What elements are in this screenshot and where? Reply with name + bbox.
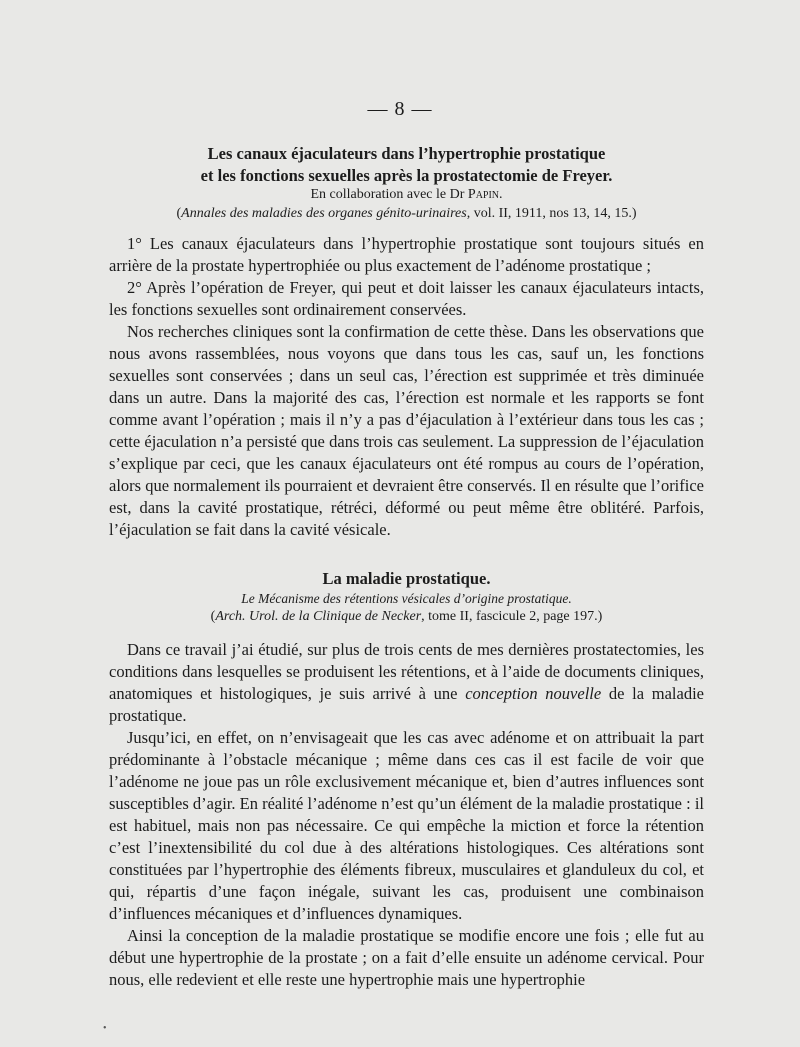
section2-paragraph: Ainsi la conception de la maladie prostatique se modifie encore une fois ; elle fut au début une hypertrophie de la prostate ; on a fait d’elle ensuite un adénome cervical. Pour nous, elle redevient et elle reste une hypertrophie mais une hypertrophie <box>109 926 704 989</box>
collab-prefix: En collaboration avec le Dr <box>310 187 468 202</box>
section2-paragraph <box>109 639 704 727</box>
section2-subtitle: Le Mécanisme des rétentions vésicales d’origine prostatique. <box>241 591 572 606</box>
section2-title: La maladie prostatique. <box>322 569 491 588</box>
section1-paragraph: Nos recherches cliniques sont la confirmation de cette thèse. Dans les observations que nous avons rassemblées, nous voyons que dans tous les cas, sauf un, les fonctions sexuelles sont conservées ; dans un seul cas, l’érection est supprimée et très diminuée dans un autre. Dans la majorité des cas, l’érection est normale et les rapports se font comme avant l’opération ; mais il n’y a pas d’éjaculation à l’extérieur dans tous les cas ; cette éjaculation n’a persisté que dans trois cas seulement. La suppression de l’éjaculation s’explique par ceci, que les canaux éjaculateurs ont été rompus au cours de l’opération, alors que normalement ils pourraient et devraient être conservés. Il en résulte que l’orifice est, dans la cavité prostatique, rétréci, déformé ou peut même être oblitéré. Parfois, l’éjaculation se fait dans la cavité vésicale. <box>109 322 704 539</box>
p1-text: Dans ce travail j’ai étudié, sur plus de trois cents de mes dernières prostatectomies, les conditions dans lesquelles se produisent les rétentions, et à l’aide de documents cliniques, anatomiques et histologiques, je suis arrivé à une <box>109 640 704 703</box>
ref1-open: ( <box>176 206 182 221</box>
ref2-open: ( <box>210 609 216 624</box>
ref2-rest: , tome II, fascicule 2, page 197.) <box>421 609 603 624</box>
section1-reference <box>109 205 704 223</box>
page-number: — 8 — <box>367 98 433 120</box>
p1-text-end: de la maladie prostatique. <box>109 684 704 725</box>
collab-name: Papin <box>467 187 500 202</box>
section1-title-line2: et les fonctions sexuelles après la prostatectomie de Freyer. <box>200 166 613 185</box>
section2-body <box>109 639 704 991</box>
section1-title-line1: Les canaux éjaculateurs dans l’hypertrophie prostatique <box>207 144 606 163</box>
collab-suffix: . <box>499 187 503 202</box>
ref2-journal: Arch. Urol. de la Clinique de Necker <box>215 609 422 624</box>
section2-reference <box>109 608 704 626</box>
ref1-rest: , vol. II, 1911, nos 13, 14, 15.) <box>466 206 637 221</box>
margin-mark: • <box>103 1023 107 1034</box>
section1-paragraph: 1° Les canaux éjaculateurs dans l’hypertrophie prostatique sont toujours situés en arrière de la prostate hypertrophiée ou plus exactement de l’adénome prostatique ; <box>109 234 704 275</box>
section1-body <box>109 233 704 541</box>
p1-emphasis: conception nouvelle <box>465 684 602 703</box>
collaboration-line <box>109 186 704 204</box>
section1-title <box>109 143 704 187</box>
section1-paragraph: 2° Après l’opération de Freyer, qui peut et doit laisser les canaux éjaculateurs intacts, les fonctions sexuelles sont ordinairement conservées. <box>109 278 704 319</box>
section2-paragraph: Jusqu’ici, en effet, on n’envisageait que les cas avec adénome et on attribuait la part prédominante à l’obstacle mécanique ; même dans ces cas il est facile de voir que l’adénome ne joue pas un rôle exclusivement mécanique et, bien d’autres influences sont susceptibles d’agir. En réalité l’adénome n’est qu’un élément de la maladie prostatique : il est habituel, mais non pas nécessaire. Ce qui empêche la miction et force la rétention c’est l’inextensibilité du col due à des altérations histologiques. Ces altérations sont constituées par l’hypertrophie des éléments fibreux, musculaires et glanduleux du col, et qui, répartis d’une façon inégale, suivant les cas, produisent une combinaison d’influences mécaniques et d’influences dynamiques. <box>109 728 704 923</box>
ref1-journal: Annales des maladies des organes génito-urinaires <box>181 206 467 221</box>
